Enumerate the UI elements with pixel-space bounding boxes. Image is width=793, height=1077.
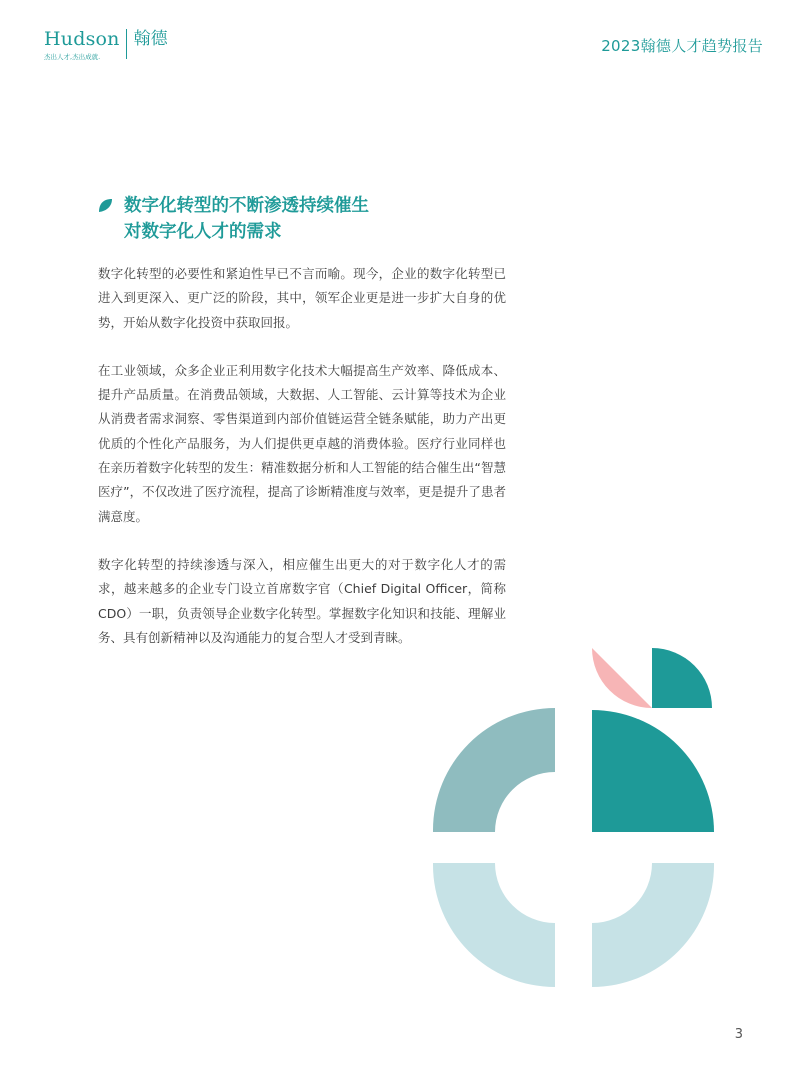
logo-left [44,28,120,61]
paragraph-2: 在工业领域，众多企业正利用数字化技术大幅提高生产效率、降低成本、提升产品质量。在消费品领域，大数据、人工智能、云计算等技术为企业从消费者需求洞察、零售渠道到内部价值链运营全链条赋能，助力产出更优质的个性化产品服务，为人们提供更卓越的消费体验。医疗行业同样也在亲历着数字化转型的发生：精准数据分析和人工智能的结合催生出“智慧医疗”，不仅改进了医疗流程，提高了诊断精准度与效率，更是提升了患者满意度。 [98,362,506,524]
heading-line-1: 数字化转型的不断渗透持续催生 [124,196,369,216]
body-text [98,262,506,674]
logo-chinese-text: 翰德 [133,29,168,49]
deco-teal-small-quarter [652,648,712,708]
decorative-graphic [430,645,720,995]
deco-pink-quarter [592,648,652,708]
heading-line-2: 对数字化人才的需求 [124,222,282,242]
logo-divider [126,29,127,59]
report-title: 2023翰德人才趋势报告 [601,37,763,55]
logo-english-text: Hudson [44,28,120,50]
deco-light-arc-left [433,863,555,987]
deco-teal-large-quarter [592,710,714,832]
section-heading [98,193,518,245]
paragraph-3: 数字化转型的持续渗透与深入，相应催生出更大的对于数字化人才的需求，越来越多的企业专门设立首席数字官（Chief Digital Officer，简称CDO）一职，负责领导企业数字化转型。掌握数字化知识和技能、理解业务、具有创新精神以及沟通能力的复合型人才受到青睐。 [98,556,506,645]
logo-tagline: 杰出人才,杰出成就. [44,53,101,61]
hudson-logo [44,28,168,61]
deco-light-arc-right [592,863,714,987]
paragraph-1: 数字化转型的必要性和紧迫性早已不言而喻。现今，企业的数字化转型已进入到更深入、更广泛的阶段，其中，领军企业更是进一步扩大自身的优势，开始从数字化投资中获取回报。 [98,266,506,330]
leaf-icon [98,198,113,213]
page-number: 3 [734,1027,743,1042]
